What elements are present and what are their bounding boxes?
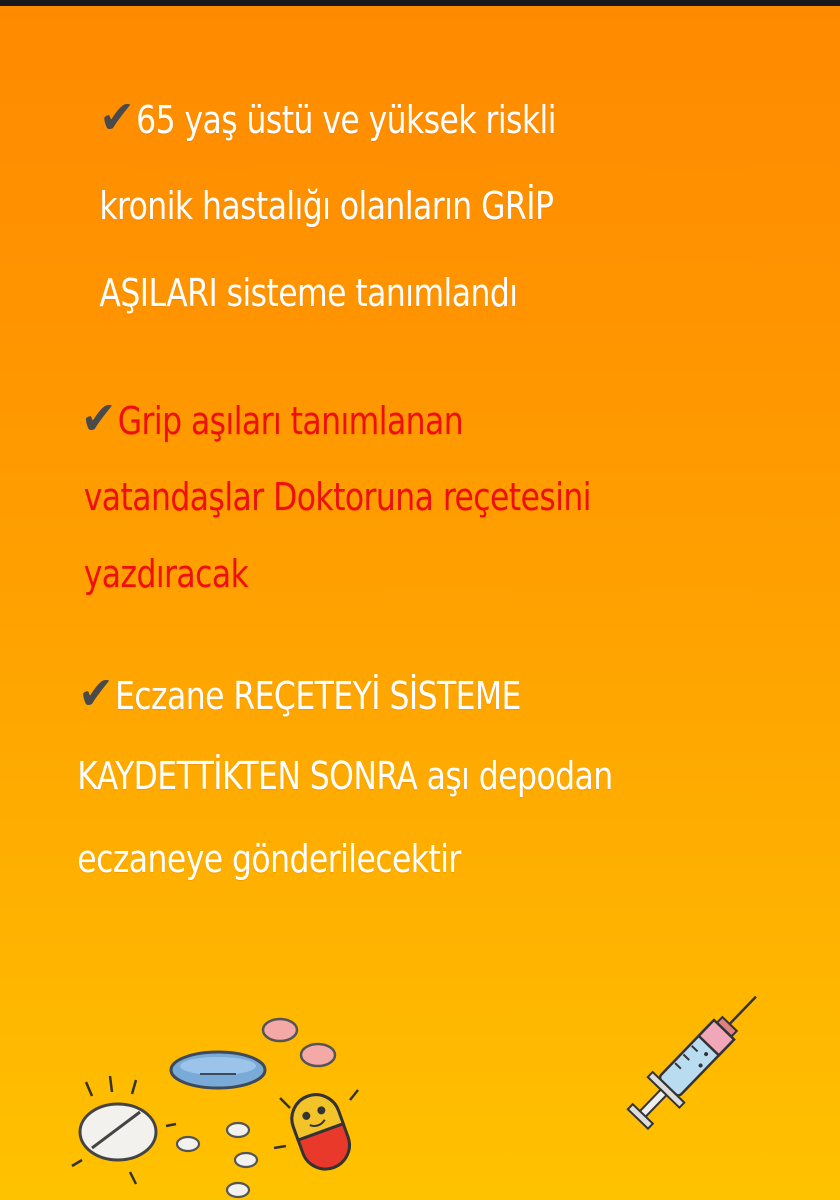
syringe-icon <box>622 981 772 1134</box>
item-2-line-2: vatandaşlar Doktoruna reçetesini <box>83 475 591 519</box>
item-2-line-1: Grip aşıları tanımlanan <box>117 399 464 443</box>
item-3-line-3: eczaneye gönderilecektir <box>77 837 461 881</box>
capsule-icon <box>285 1088 356 1176</box>
item-1-line-1: 65 yaş üstü ve yüksek riskli <box>136 98 556 142</box>
checkmark-icon: ✔ <box>99 90 135 144</box>
item-3-line-1: Eczane REÇETEYİ SİSTEME <box>114 674 521 718</box>
item-1-line-2: kronik hastalığı olanların GRİP <box>99 184 554 228</box>
item-3-line-2: KAYDETTİKTEN SONRA aşı depodan <box>77 754 613 798</box>
item-1-line-3: AŞILARI sisteme tanımlandı <box>99 271 518 315</box>
item-2-line-3: yazdıracak <box>83 552 249 596</box>
checkmark-icon: ✔ <box>80 391 116 445</box>
checkmark-icon: ✔ <box>78 666 114 720</box>
